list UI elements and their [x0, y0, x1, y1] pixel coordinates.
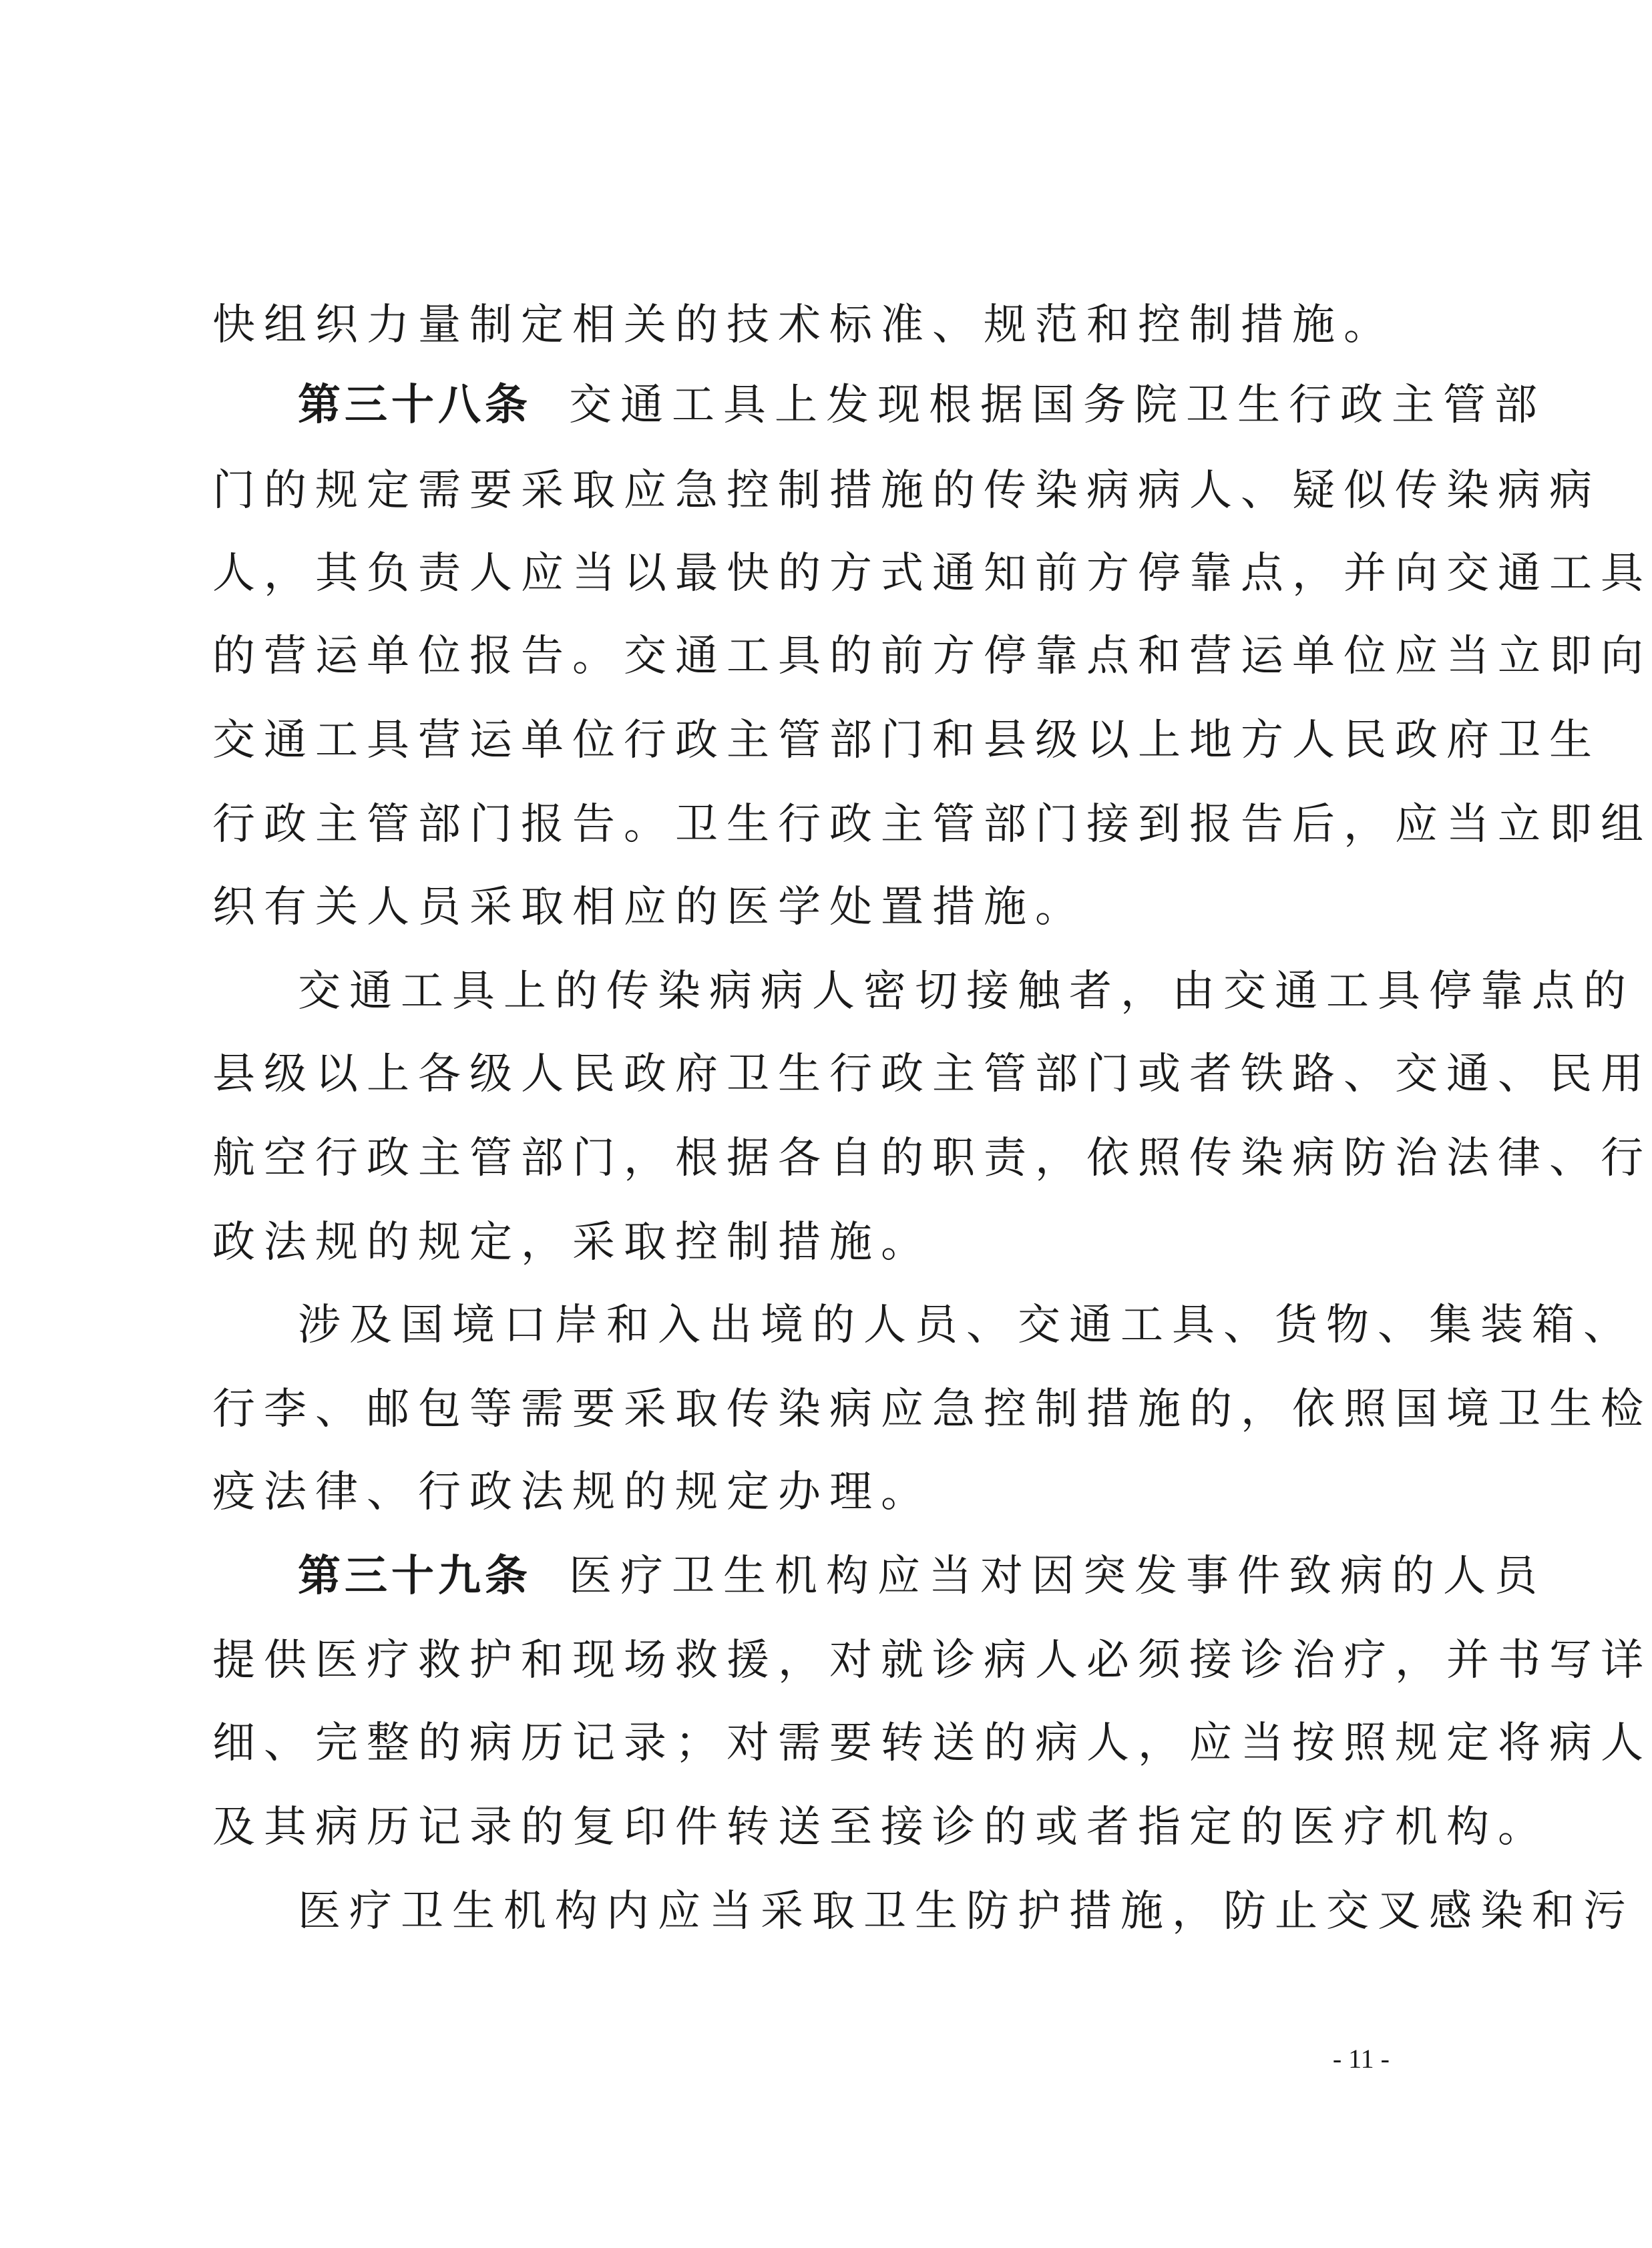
text-line: 疫法律、行政法规的规定办理。 [212, 1468, 932, 1517]
text-line: 细、完整的病历记录；对需要转送的病人，应当按照规定将病人 [212, 1719, 1652, 1768]
page-number: - 11 - [1332, 2044, 1390, 2074]
text-line: 交通工具营运单位行政主管部门和县级以上地方人民政府卫生 [212, 716, 1601, 765]
paragraph-first-line: 交通工具上的传染病病人密切接触者，由交通工具停靠点的 [298, 967, 1635, 1016]
article-heading-line: 第三十九条 医疗卫生机构应当对因突发事件致病的人员 [298, 1552, 1546, 1601]
text-line: 县级以上各级人民政府卫生行政主管部门或者铁路、交通、民用 [212, 1050, 1652, 1099]
text-line: 行政主管部门报告。卫生行政主管部门接到报告后，应当立即组 [212, 800, 1652, 849]
text-line: 提供医疗救护和现场救援，对就诊病人必须接诊治疗，并书写详 [212, 1636, 1652, 1685]
article-number: 第三十九条 [298, 1552, 532, 1601]
paragraph-first-line: 涉及国境口岸和入出境的人员、交通工具、货物、集装箱、 [298, 1301, 1635, 1350]
text-line: 及其病历记录的复印件转送至接诊的或者指定的医疗机构。 [212, 1803, 1549, 1852]
article-heading-line: 第三十八条 交通工具上发现根据国务院卫生行政主管部 [298, 381, 1546, 430]
text-line: 人，其负责人应当以最快的方式通知前方停靠点，并向交通工具 [212, 549, 1652, 598]
text-line: 快组织力量制定相关的技术标准、规范和控制措施。 [212, 300, 1395, 350]
text-line: 织有关人员采取相应的医学处置措施。 [212, 883, 1086, 932]
text-line: 的营运单位报告。交通工具的前方停靠点和营运单位应当立即向 [212, 632, 1652, 681]
text-line: 政法规的规定，采取控制措施。 [212, 1218, 932, 1267]
paragraph-first-line: 医疗卫生机构内应当采取卫生防护措施，防止交叉感染和污 [298, 1887, 1635, 1936]
text-line: 行李、邮包等需要采取传染病应急控制措施的，依照国境卫生检 [212, 1385, 1652, 1434]
text-line: 航空行政主管部门，根据各自的职责，依照传染病防治法律、行 [212, 1134, 1652, 1183]
text-line: 门的规定需要采取应急控制措施的传染病病人、疑似传染病病 [212, 466, 1601, 515]
article-number: 第三十八条 [298, 381, 532, 430]
